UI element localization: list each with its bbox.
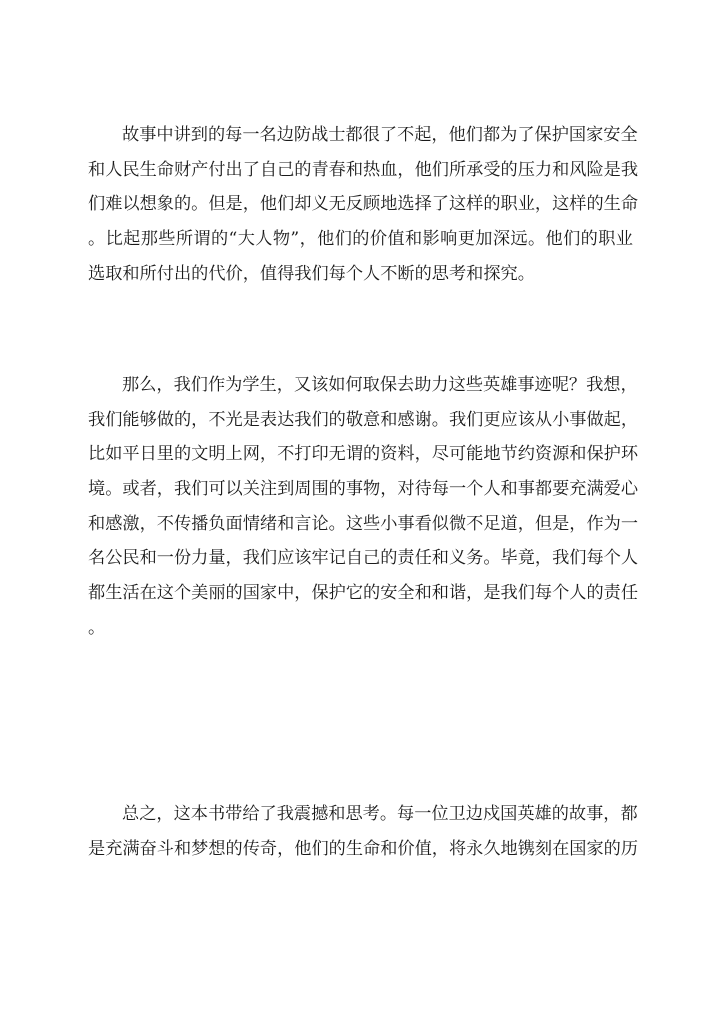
paragraph-2 [88,368,639,646]
paragraph-line: 和感激，不传播负面情绪和言论。这些小事看似微不足道，但是，作为一 [88,513,639,534]
paragraph-line: 那么，我们作为学生，又该如何取保去助力这些英雄事迹呢？我想， [122,375,638,395]
paragraph-line: 是充满奋斗和梦想的传奇，他们的生命和价值，将永久地镌刻在国家的历 [88,838,639,859]
paragraph-line: 都生活在这个美丽的国家中，保护它的安全和和谐，是我们每个人的责任 [88,583,639,604]
paragraph-1 [88,118,639,291]
paragraph-line: 比如平日里的文明上网，不打印无谓的资料，尽可能地节约资源和保护环 [88,444,639,465]
paragraph-line: 们难以想象的。但是，他们却义无反顾地选择了这样的职业，这样的生命 [88,194,639,215]
paragraph-line: 故事中讲到的每一名边防战士都很了不起，他们都为了保护国家安全 [122,125,638,145]
paragraph-line: 总之，这本书带给了我震撼和思考。每一位卫边戍国英雄的故事，都 [122,804,638,824]
paragraph-line: 境。或者，我们可以关注到周围的事物，对待每一个人和事都要充满爱心 [88,479,639,500]
paragraph-line: 我们能够做的，不光是表达我们的敬意和感谢。我们更应该从小事做起， [88,409,639,430]
paragraph-3 [88,797,639,866]
paragraph-line: 。比起那些所谓的“大人物”，他们的价值和影响更加深远。他们的职业 [88,229,633,250]
paragraph-line: 。 [88,617,106,638]
paragraph-line: 选取和所付出的代价，值得我们每个人不断的思考和探究。 [88,263,535,284]
paragraph-line: 和人民生命财产付出了自己的青春和热血，他们所承受的压力和风险是我 [88,159,639,180]
paragraph-line: 名公民和一份力量，我们应该牢记自己的责任和义务。毕竟，我们每个人 [88,548,639,569]
